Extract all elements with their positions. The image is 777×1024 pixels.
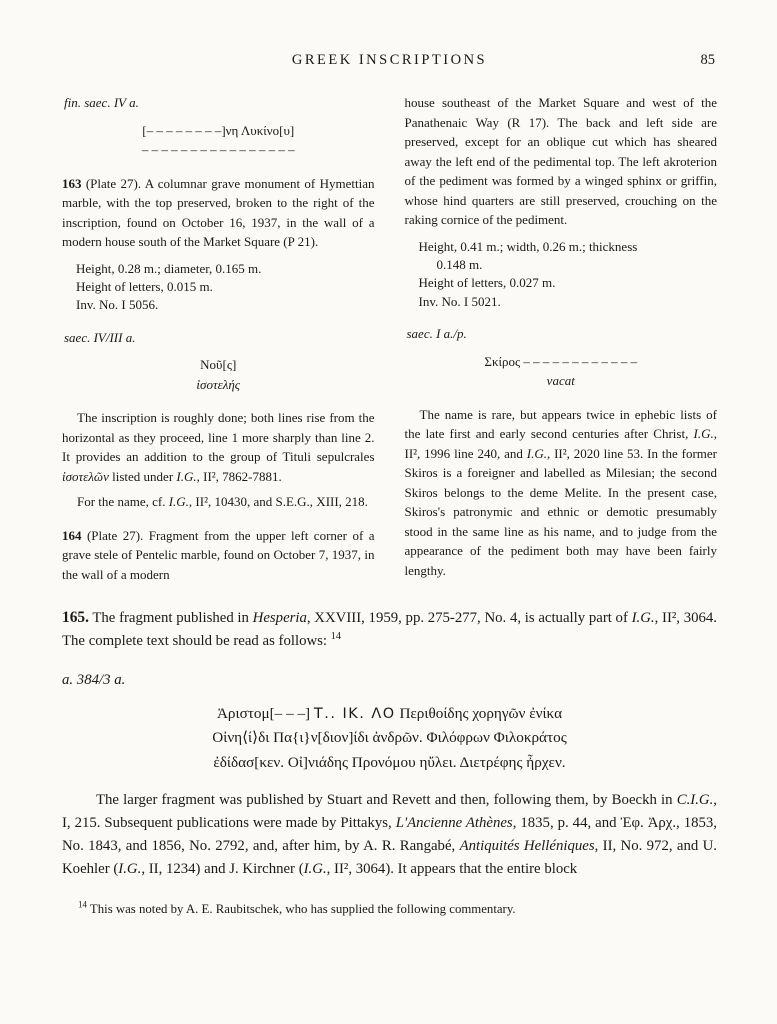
measurement-line: Inv. No. I 5021.: [418, 293, 501, 309]
two-column-layout: [62, 93, 717, 592]
discussion-paragraph: The larger fragment was published by Stuart and Revett and then, following them, by Boeckh in C.I.G., I, 215. Subsequent publications were made by Pittakys, L'Ancienne Athènes, 1835, p. 44, and Ἐφ. Ἀρχ., 1853, No. 1843, and 1856, No. 2792, and, after him, by A. R. Rangabé, Antiquités Helléniques, II, No. 972, and U. Koehler (I.G., II, 1234) and J. Kirchner (I.G., II², 3064). It appears that the entire block: [62, 792, 717, 877]
comment-164: The name is rare, but appears twice in ephebic lists of the late first and early second centuries after Christ, I.G., II², 1996 line 240, and I.G., II², 2020 line 53. In the former Skiros is a foreigner and labelled as Milesian; the second Skiros belongs to the deme Melite. In the present case, Skiros's patronymic and ethnic or demotic presumably stood in the same line as his name, and to judge from the appearance of the pediment both may have been fairly lengthy.: [404, 406, 717, 578]
entry-164: [62, 526, 375, 585]
greek-line-1: [62, 702, 717, 726]
footnote-14: [62, 901, 717, 919]
inscription-vacat: vacat: [546, 373, 575, 389]
page-header: [62, 52, 717, 69]
date-heading-384: a. 384/3 a.: [62, 672, 126, 689]
greek-line-1-prefix: Ἀριστομ[– – –]: [216, 705, 311, 723]
entry-164-continuation: house southeast of the Market Square and west of the Panathenaic Way (R 17). The back and left side are preserved, except for an oblique cut which has sheared away the left end of the pedimental top. The left akroterion of the pediment was formed by a winged sphinx or griffin, whose hind quarters are still preserved, crouching on the raking cornice of the pediment.: [404, 95, 717, 227]
measurements-163: [76, 260, 375, 315]
comment-163: The inscription is roughly done; both lines rise from the horizontal as they proceed, line 1 more sharply than line 2. It provides an addition to the group of Tituli sepulcrales ἰσοτελῶν listed under I.G., II², 7862-7881.: [62, 410, 375, 484]
left-column: [62, 93, 375, 592]
measurement-line: Height of letters, 0.015 m.: [76, 278, 213, 294]
greek-line-3: ἐδίδασ[κεν. Οἰ]νιάδης Προνόμου ηὔλει. Διετρέφης ἦρχεν.: [213, 753, 566, 771]
greek-text-block: [62, 702, 717, 775]
footnote-marker: 14: [78, 899, 87, 910]
inscription-fragment: [62, 121, 375, 160]
entry-165-number: 165.: [62, 609, 89, 627]
inscription-line-2: ἰσοτελής: [196, 376, 241, 392]
greek-line-2: Οἰνη⟨ί⟩δι Πα{ι}ν[διον]ίδι ἀνδρῶν. Φιλόφρων Φιλοκράτος: [212, 729, 567, 747]
greek-line-1-suffix: Περιθοίδης χορηγῶν ἐνίκα: [399, 705, 563, 723]
inscription-line-1: [– – – – – – – –]νη Λυκίνο[υ]: [142, 122, 295, 138]
date-heading-fin-saec: fin. saec. IV a.: [64, 95, 139, 110]
entry-165: [62, 606, 717, 653]
date-heading-saec-i: saec. I a./p.: [406, 326, 467, 342]
entry-164-text: (Plate 27). Fragment from the upper left corner of a grave stele of Pentelic marble, found on October 7, 1937, in the wall of a modern: [62, 527, 375, 582]
date-heading-saec-iv-iii: saec. IV/III a.: [64, 329, 136, 345]
measurement-line: Height, 0.41 m.; width, 0.26 m.; thickness: [418, 238, 638, 254]
name-reference-163: For the name, cf. I.G., II², 10430, and S.E.G., XIII, 218.: [77, 494, 368, 510]
measurement-line-continuation: 0.148 m.: [436, 256, 483, 272]
entry-163-text: (Plate 27). A columnar grave monument of Hymettian marble, with the top preserved, broken to the right of the inscription, found on October 16, 1937, in the wall of a modern house south of the Market Square (P 21).: [62, 175, 375, 249]
right-column: [405, 93, 718, 580]
measurement-line: Inv. No. I 5056.: [76, 297, 159, 313]
running-title: GREEK INSCRIPTIONS: [291, 52, 488, 68]
measurement-line: Height, 0.28 m.; diameter, 0.165 m.: [76, 260, 262, 276]
measurements-164: [419, 238, 718, 312]
section-165: [62, 606, 717, 880]
measurement-line: Height of letters, 0.027 m.: [418, 275, 556, 291]
entry-165-text: The fragment published in Hesperia, XXVIII, 1959, pp. 275-277, No. 4, is actually part of I.G., II², 3064. The complete text should be read as follows: $^{14}$: [62, 610, 717, 650]
inscription-nous: [62, 355, 375, 394]
footnote-text: This was noted by A. E. Raubitschek, who has supplied the following commentary.: [89, 901, 516, 916]
entry-163: [62, 174, 375, 252]
greek-line-1-epigraphic-letters: Τ.. ΙΚ. ΛΟ: [313, 706, 396, 723]
inscription-skiros: [405, 352, 718, 391]
page-number: 85: [700, 52, 715, 68]
entry-163-number: 163: [62, 175, 82, 191]
inscription-line-1: Νοῦ[ς]: [200, 357, 237, 373]
entry-164-number: 164: [62, 527, 82, 543]
inscription-line-1: Σκίρος – – – – – – – – – – – –: [484, 353, 638, 369]
inscription-line-dashes: – – – – – – – – – – – – – – – –: [141, 142, 295, 157]
